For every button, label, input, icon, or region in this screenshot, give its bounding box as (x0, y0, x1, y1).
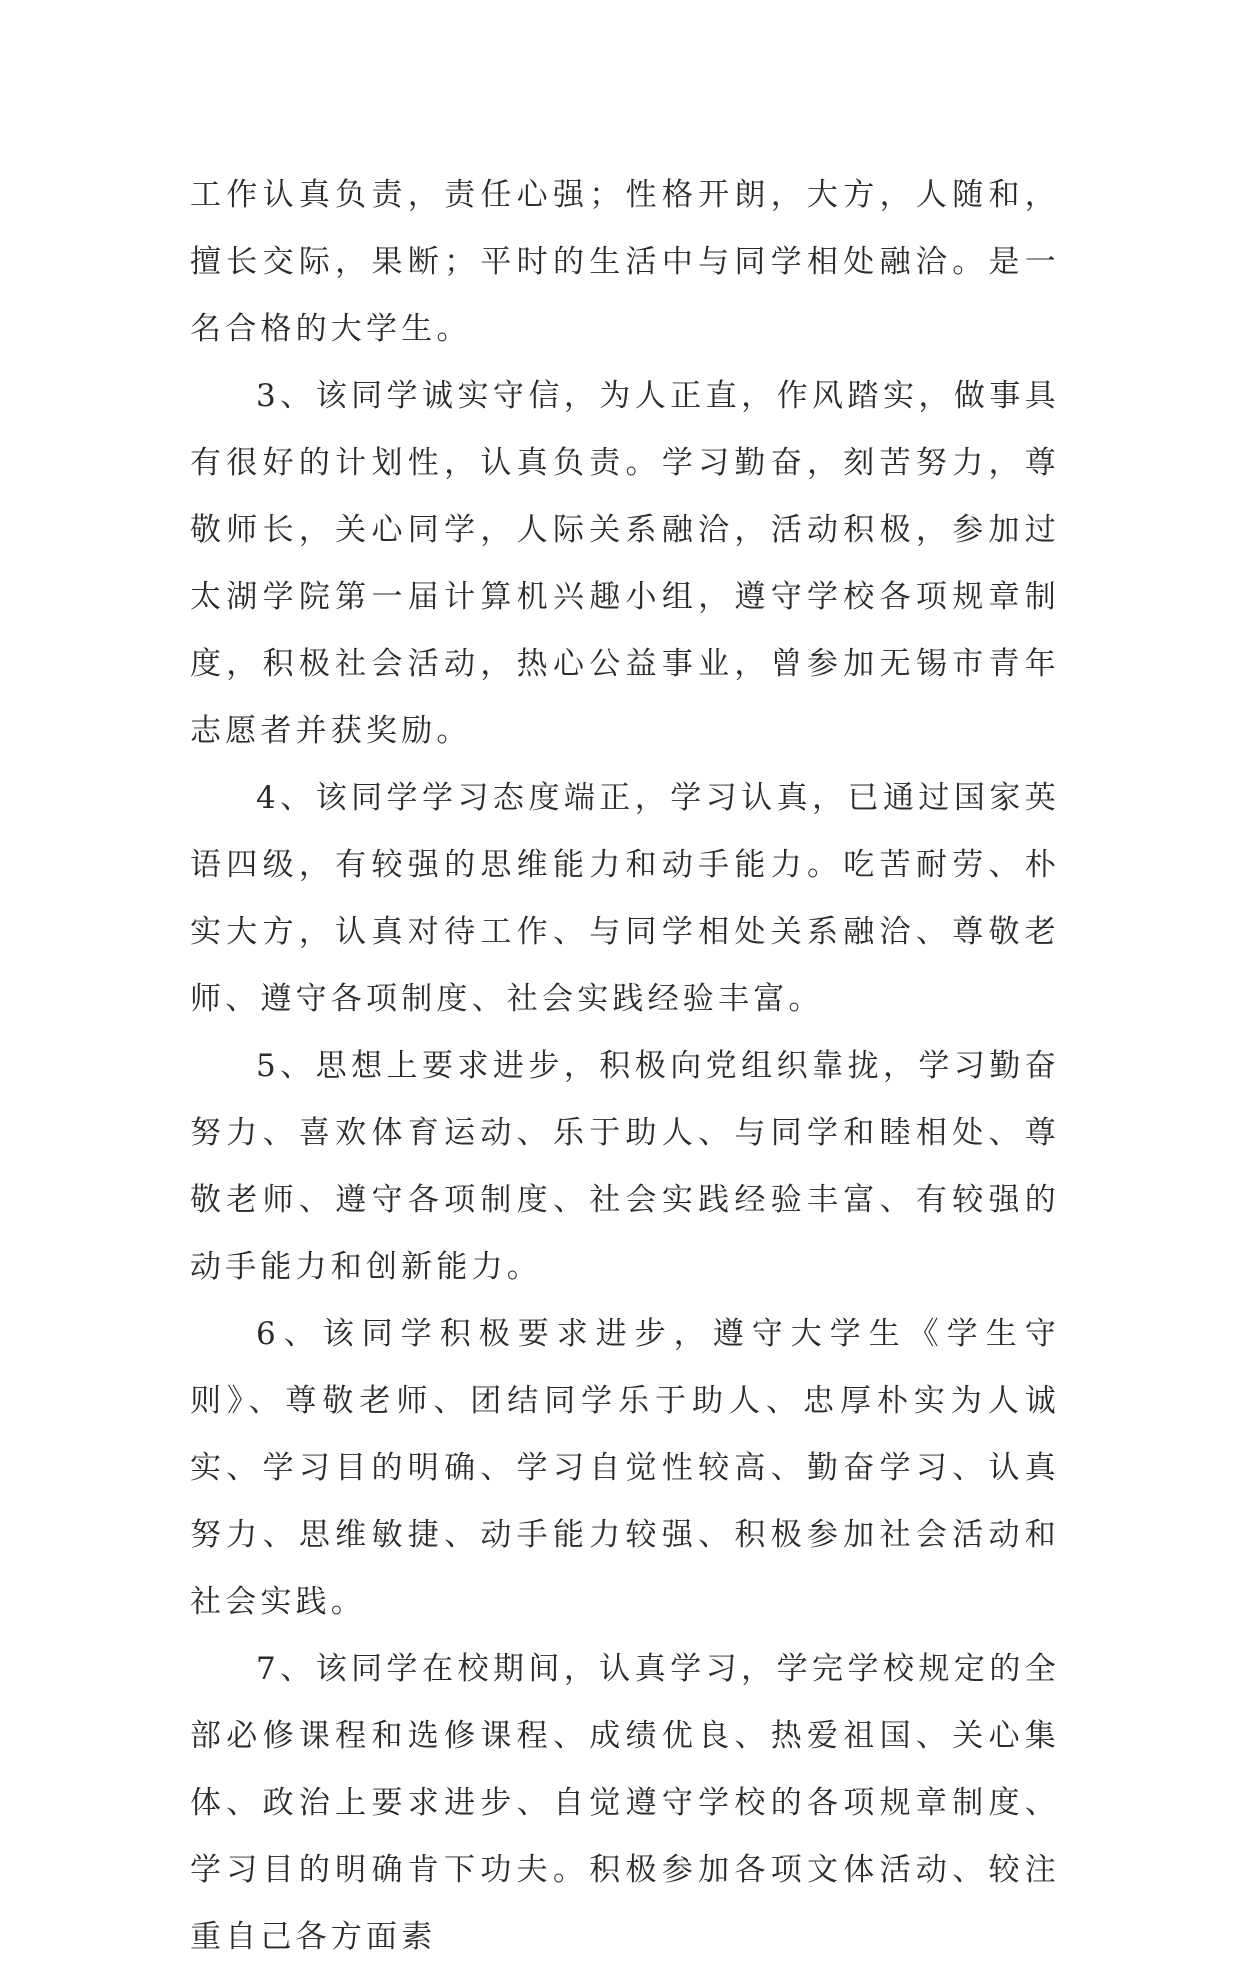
document-page (190, 162, 1060, 1971)
paragraph-item-3: 3、该同学诚实守信，为人正直，作风踏实，做事具有很好的计划性，认真负责。学习勤奋，刻苦努力，尊敬师长，关心同学，人际关系融洽，活动积极，参加过太湖学院第一届计算机兴趣小组，遵守学校各项规章制度，积极社会活动，热心公益事业，曾参加无锡市青年志愿者并获奖励。 (190, 378, 1060, 749)
paragraph-item-4: 4、该同学学习态度端正，学习认真，已通过国家英语四级，有较强的思维能力和动手能力。吃苦耐劳、朴实大方，认真对待工作、与同学相处关系融洽、尊敬老师、遵守各项制度、社会实践经验丰富。 (190, 780, 1060, 1017)
paragraph-continuation: 工作认真负责，责任心强；性格开朗，大方，人随和，擅长交际，果断；平时的生活中与同学相处融洽。是一名合格的大学生。 (190, 177, 1060, 347)
paragraph-item-7: 7、该同学在校期间，认真学习，学完学校规定的全部必修课程和选修课程、成绩优良、热爱祖国、关心集体、政治上要求进步、自觉遵守学校的各项规章制度、学习目的明确肯下功夫。积极参加各项文体活动、较注重自己各方面素 (190, 1651, 1060, 1955)
paragraph-item-5: 5、思想上要求进步，积极向党组织靠拢，学习勤奋努力、喜欢体育运动、乐于助人、与同学和睦相处、尊敬老师、遵守各项制度、社会实践经验丰富、有较强的动手能力和创新能力。 (190, 1048, 1060, 1285)
paragraph-item-6: 6、该同学积极要求进步，遵守大学生《学生守则》、尊敬老师、团结同学乐于助人、忠厚朴实为人诚实、学习目的明确、学习自觉性较高、勤奋学习、认真努力、思维敏捷、动手能力较强、积极参加社会活动和社会实践。 (190, 1316, 1060, 1620)
